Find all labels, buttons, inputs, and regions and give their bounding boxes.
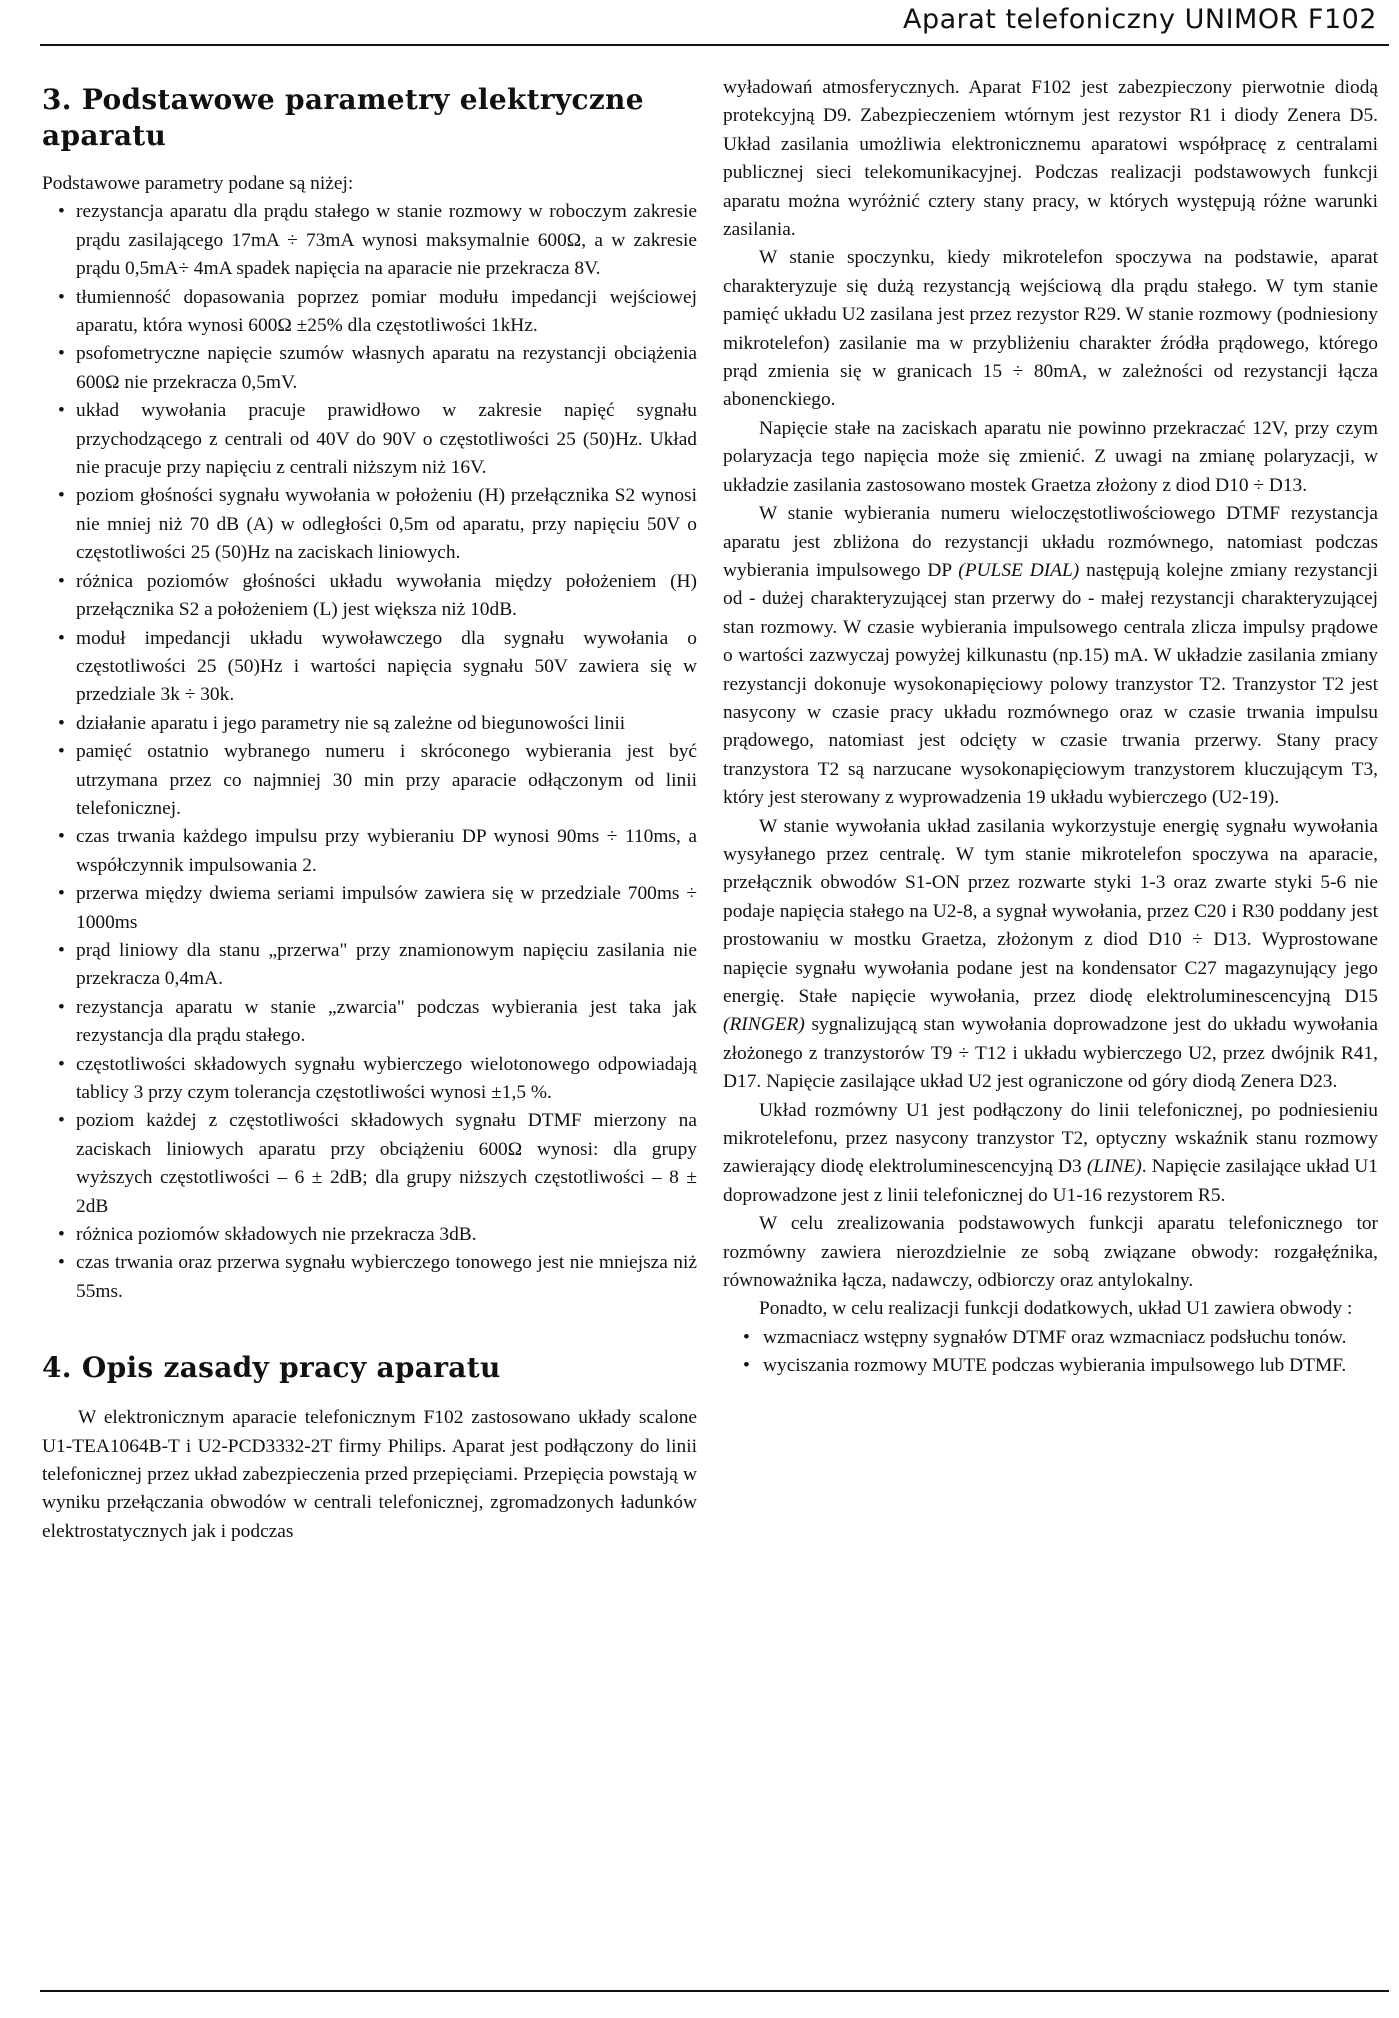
list-item: • pamięć ostatnio wybranego numeru i skróconego wybierania jest być utrzymana przez co najmniej 30 min przy aparacie odłączonym od linii telefonicznej. (42, 738, 697, 823)
right-column (723, 74, 1378, 1381)
list-item: • rezystancja aparatu w stanie „zwarcia" podczas wybierania jest taka jak rezystancja dla prądu stałego. (42, 994, 697, 1051)
paragraph-text: następują kolejne zmiany rezystancji od - dużej charakteryzującej stan przerwy do - małej rezystancji charakteryzującej stan rozmowy. W czasie wybierania impulsowego centrala zlicza impulsy prądowe o wartości zazwyczaj powyżej kilkunastu (np.15) mA. W układzie zasilania zmiany rezystancji dokonuje wysokonapięciowy polowy tranzystor T2. Tranzystor T2 jest nasycony w czasie pracy układu rozmównego oraz w czasie trwania impulsu prądowego, natomiast jest odcięty w czasie trwania przerwy. Stany pracy tranzystora T2 są narzucane wysokonapięciowym tranzystorem kluczującym T3, który jest sterowany z wyprowadzenia 19 układu wybierczego (U2-19). (723, 559, 1378, 809)
pulse-dial-term: (PULSE DIAL) (958, 559, 1080, 581)
list-item: • czas trwania każdego impulsu przy wybieraniu DP wynosi 90ms ÷ 110ms, a współczynnik impulsowania 2. (42, 823, 697, 880)
functions-list (723, 1324, 1378, 1381)
section-4-paragraph: W elektronicznym aparacie telefonicznym F102 zastosowano układy scalone U1-TEA1064B-T i U2-PCD3332-2T firmy Philips. Aparat jest podłączony do linii telefonicznej przez układ zabezpieczenia przed przepięciami. Przepięcia powstają w wyniku przełączania obwodów w centrali telefonicznej, zgromadzonych ładunków elektrostatycznych jak i podczas (42, 1407, 697, 1542)
paragraph (723, 813, 1378, 1097)
paragraph-text: sygnalizującą stan wywołania doprowadzone jest do układu wywołania złożonego z tranzystorów T9 ÷ T12 i układu wybierczego U2, przez dwójnik R41, D17. Napięcie zasilające układ U2 jest ograniczone od góry diodą Zenera D23. (723, 1014, 1378, 1093)
list-item: • tłumienność dopasowania poprzez pomiar modułu impedancji wejściowej aparatu, która wynosi 600Ω ±25% dla częstotliwości 1kHz. (42, 284, 697, 341)
list-item: • poziom każdej z częstotliwości składowych sygnału DTMF mierzony na zaciskach liniowych aparatu przy obciążeniu 600Ω wynosi: dla grupy wyższych częstotliwości – 6 ± 2dB; dla grupy niższych częstotliwości – 8 ± 2dB (42, 1107, 697, 1221)
footer-rule (40, 1990, 1389, 1992)
list-item: • działanie aparatu i jego parametry nie są zależne od biegunowości linii (42, 710, 697, 738)
list-item: • układ wywołania pracuje prawidłowo w zakresie napięć sygnału przychodzącego z centrali od 40V do 90V o częstotliwości 25 (50)Hz. Układ nie pracuje przy napięciu z centrali niższym niż 16V. (42, 397, 697, 482)
list-item: • różnica poziomów głośności układu wywołania między położeniem (H) przełącznika S2 a położeniem (L) jest większa niż 10dB. (42, 568, 697, 625)
list-item: • wyciszania rozmowy MUTE podczas wybierania impulsowego lub DTMF. (723, 1352, 1378, 1380)
paragraph (723, 500, 1378, 812)
paragraph-text: W stanie wybierania numeru wieloczęstotliwościowego DTMF rezystancja aparatu jest zbliżona do rezystancji układu rozmównego, natomiast podczas wybierania impulsowego DP (723, 503, 1378, 581)
list-item: • moduł impedancji układu wywoławczego dla sygnału wywołania o częstotliwości 25 (50)Hz i wartości napięcia sygnału 50V zawiera się w przedziale 3k ÷ 30k. (42, 625, 697, 710)
paragraph: wyładowań atmosferycznych. Aparat F102 jest zabezpieczony pierwotnie diodą protekcyjną D9. Zabezpieczeniem wtórnym jest rezystor R1 i diody Zenera D5. Układ zasilania umożliwia elektronicznemu aparatowi współpracę z centralami publicznej sieci telekomunikacyjnej. Podczas realizacji podstawowych funkcji aparatu można wyróżnić cztery stany pracy, w których występują różne warunki zasilania. (723, 77, 1378, 241)
left-column (42, 74, 697, 1546)
section-3-heading: 3. Podstawowe parametry elektryczne aparatu (42, 83, 644, 152)
paragraph: W celu zrealizowania podstawowych funkcji aparatu telefonicznego tor rozmówny zawiera nierozdzielnie ze sobą związane obwody: rozgałęźnika, równoważnika łącza, nadawczy, odbiorczy oraz antylokalny. (723, 1213, 1378, 1292)
list-item: • częstotliwości składowych sygnału wybierczego wielotonowego odpowiadają tablicy 3 przy czym tolerancja częstotliwości wynosi ±1,5 %. (42, 1051, 697, 1108)
ringer-term: (RINGER) (723, 1014, 805, 1036)
paragraph-text: Układ rozmówny U1 jest podłączony do linii telefonicznej, po podniesieniu mikrotelefonu, przez nasycony tranzystor T2, optyczny wskaźnik stanu rozmowy zawierający diodę elektroluminescencyjną D3 (723, 1099, 1378, 1178)
paragraph-text: . Napięcie zasilające układ U1 doprowadzone jest z linii telefonicznej do U1-16 rezystorem R5. (723, 1156, 1379, 1206)
paragraph: Ponadto, w celu realizacji funkcji dodatkowych, układ U1 zawiera obwody : (759, 1298, 1353, 1320)
header-rule (40, 44, 1389, 46)
paragraph (723, 1097, 1378, 1211)
parameters-list (42, 198, 697, 1306)
list-item: • rezystancja aparatu dla prądu stałego w stanie rozmowy w roboczym zakresie prądu zasilającego 17mA ÷ 73mA wynosi maksymalnie 600Ω, a w zakresie prądu 0,5mA÷ 4mA spadek napięcia na aparacie nie przekracza 8V. (42, 198, 697, 283)
list-item: • poziom głośności sygnału wywołania w położeniu (H) przełącznika S2 wynosi nie mniej niż 70 dB (A) w odległości 0,5m od aparatu, przy napięciu 50V o częstotliwości 25 (50)Hz na zaciskach liniowych. (42, 482, 697, 567)
paragraph-text: W stanie wywołania układ zasilania wykorzystuje energię sygnału wywołania wysyłanego przez centralę. W tym stanie mikrotelefon spoczywa na aparacie, przełącznik obwodów S1-ON przez rozwarte styki 1-3 oraz zwarte styki 5-6 nie podaje napięcia stałego na U2-8, a sygnał wywołania, przez C20 i R30 poddany jest prostowaniu w mostku Graetza, złożonym z diod D10 ÷ D13. Wyprostowane napięcie sygnału wywołania podane jest na kondensator C27 magazynujący jego energię. Stałe napięcie wywołania, przez diodę elektroluminescencyjną D15 (723, 815, 1378, 1007)
section-4-heading: 4. Opis zasady pracy aparatu (42, 1351, 501, 1385)
list-item: • przerwa między dwiema seriami impulsów zawiera się w przedziale 700ms ÷ 1000ms (42, 880, 697, 937)
list-item: • wzmacniacz wstępny sygnałów DTMF oraz wzmacniacz podsłuchu tonów. (723, 1324, 1378, 1352)
section-3-intro: Podstawowe parametry podane są niżej: (42, 173, 354, 194)
list-item: • czas trwania oraz przerwa sygnału wybierczego tonowego jest nie mniejsza niż 55ms. (42, 1249, 697, 1306)
list-item: • prąd liniowy dla stanu „przerwa" przy znamionowym napięciu zasilania nie przekracza 0,4mA. (42, 937, 697, 994)
running-header: Aparat telefoniczny UNIMOR F102 (903, 4, 1377, 35)
line-term: (LINE) (1086, 1156, 1142, 1178)
list-item: • różnica poziomów składowych nie przekracza 3dB. (42, 1221, 697, 1249)
paragraph: Napięcie stałe na zaciskach aparatu nie powinno przekraczać 12V, przy czym polaryzacja tego napięcia może się zmienić. Z uwagi na zmianę polaryzacji, w układzie zasilania zastosowano mostek Graetza złożony z diod D10 ÷ D13. (723, 417, 1378, 496)
paragraph: W stanie spoczynku, kiedy mikrotelefon spoczywa na podstawie, aparat charakteryzuje się dużą rezystancją wejściową dla prądu stałego. W tym stanie pamięć układu U2 zasilana jest przez rezystor R29. W stanie rozmowy (podniesiony mikrotelefon) zasilanie ma w przybliżeniu charakter źródła prądowego, którego prąd zmienia się w granicach 15 ÷ 80mA, w zależności od rezystancji łącza abonenckiego. (723, 247, 1378, 411)
list-item: • psofometryczne napięcie szumów własnych aparatu na rezystancji obciążenia 600Ω nie przekracza 0,5mV. (42, 340, 697, 397)
